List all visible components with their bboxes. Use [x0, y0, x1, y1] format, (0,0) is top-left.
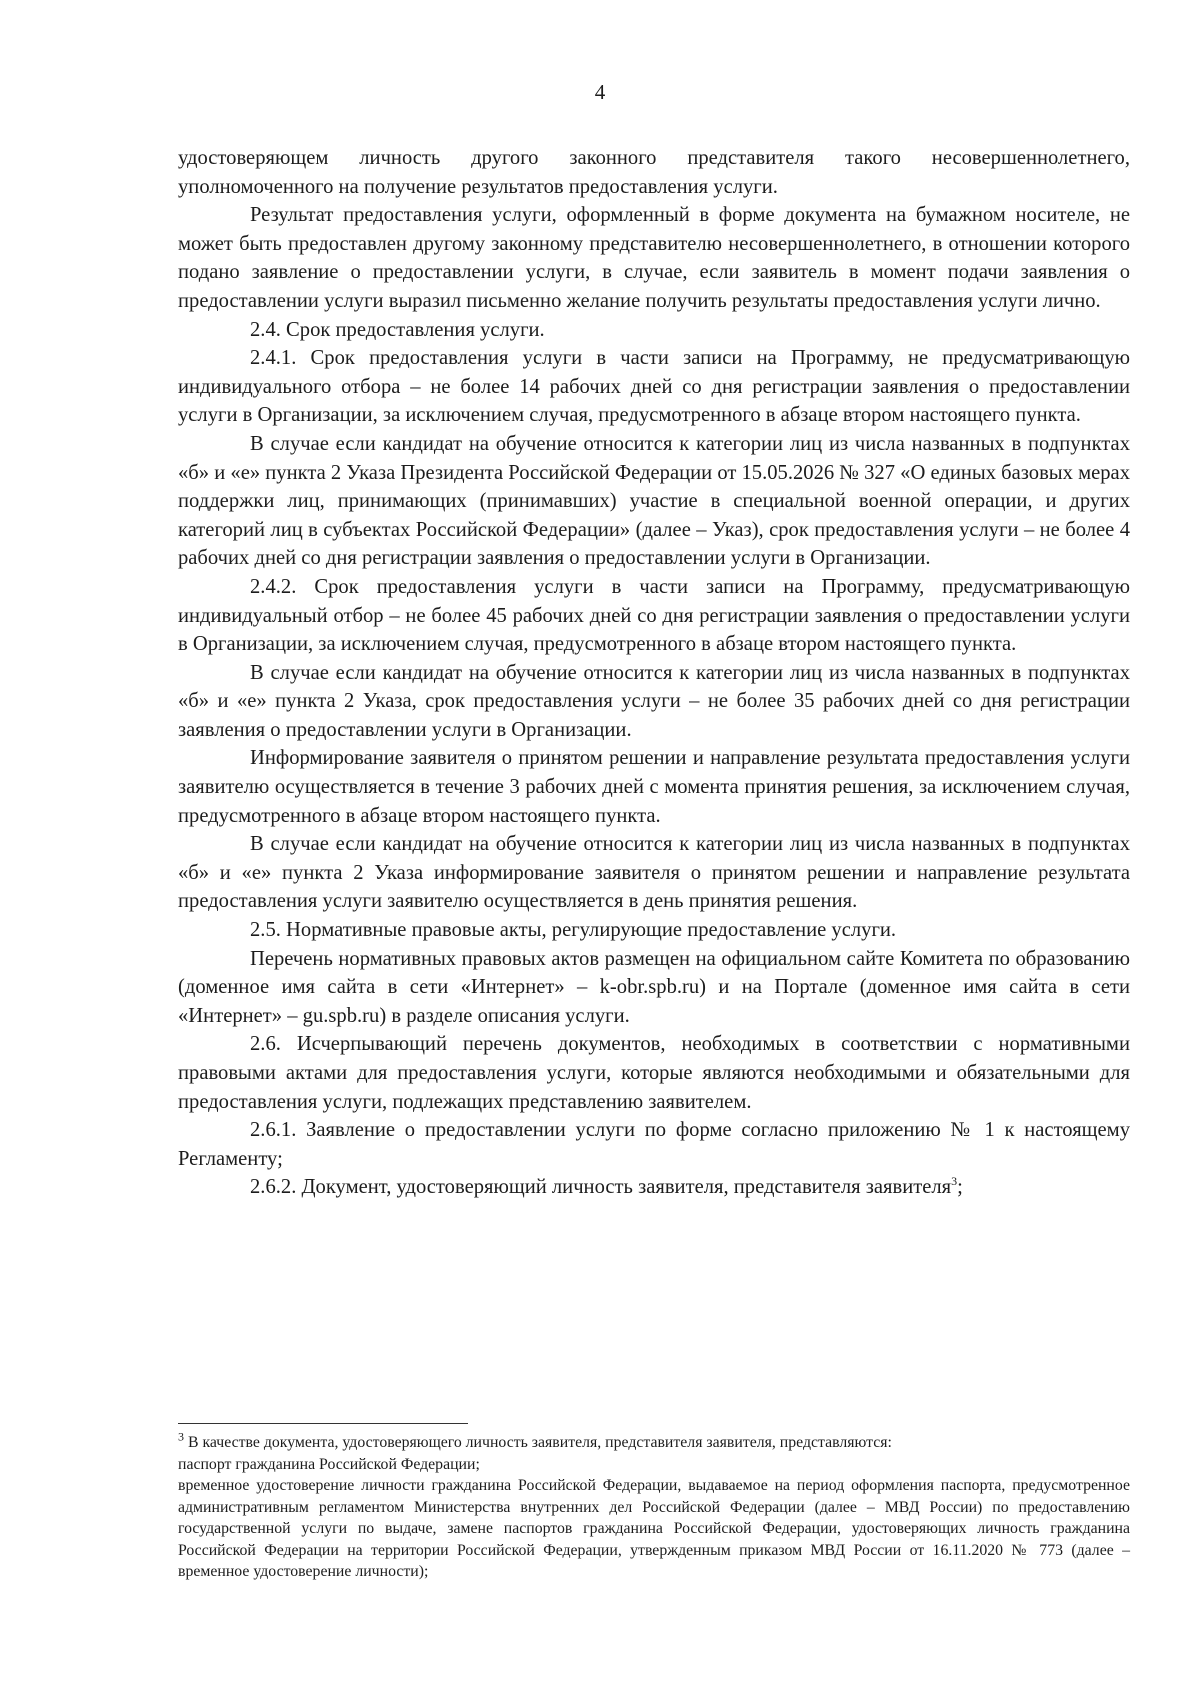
- section-heading-2-4: 2.4. Срок предоставления услуги.: [250, 318, 545, 341]
- footnote-line: паспорт гражданина Российской Федерации;: [178, 1455, 480, 1473]
- paragraph-2-6-2: [178, 1173, 1130, 1202]
- paragraph-2-4-1-exception: В случае если кандидат на обучение относится к категории лиц из числа названных в подпунктах «б» и «е» пункта 2 Указа Президента Российской Федерации от 15.05.2026 № 327 «О единых базовых мерах поддержки лиц, принимающих (принимавших) участие в специальной военной операции, и других категорий лиц в субъектах Российской Федерации» (далее – Указ), срок предоставления услуги – не более 4 рабочих дней со дня регистрации заявления о предоставлении услуги в Организации.: [178, 432, 1130, 570]
- footnote-separator: [178, 1423, 468, 1424]
- footnote-line: временное удостоверение личности гражданина Российской Федерации, выдаваемое на период оформления паспорта, предусмотренное административным регламентом Министерства внутренних дел Российской Федерации (далее – МВД России) по предоставлению государственной услуги по выдаче, замене паспортов гражданина Российской Федерации, удостоверяющих личность гражданина Российской Федерации на территории Российской Федерации, утвержденным приказом МВД России от 16.11.2020 № 773 (далее – временное удостоверение личности);: [178, 1477, 1130, 1580]
- paragraph-informing: Информирование заявителя о принятом решении и направление результата предоставления услуги заявителю осуществляется в течение 3 рабочих дней с момента принятия решения, за исключением случая, предусмотренного в абзаце втором настоящего пункта.: [178, 747, 1130, 827]
- paragraph-informing-exception: В случае если кандидат на обучение относится к категории лиц из числа названных в подпунктах «б» и «е» пункта 2 Указа информирование заявителя о принятом решении и направление результата предоставления услуги заявителю осуществляется в день принятия решения.: [178, 833, 1130, 913]
- paragraph-2-6-1: 2.6.1. Заявление о предоставлении услуги по форме согласно приложению № 1 к настоящему Регламенту;: [178, 1119, 1130, 1170]
- paragraph-2-4-2: 2.4.2. Срок предоставления услуги в части записи на Программу, предусматривающую индивидуальный отбор – не более 45 рабочих дней со дня регистрации заявления о предоставлении услуги в Организации, за исключением случая, предусмотренного в абзаце втором настоящего пункта.: [178, 575, 1130, 656]
- section-heading-2-5: 2.5. Нормативные правовые акты, регулирующие предоставление услуги.: [250, 919, 897, 942]
- document-body: [178, 144, 1130, 1202]
- page-number: 4: [594, 80, 606, 104]
- footnote-marker: 3: [178, 1429, 184, 1444]
- footnote-line: [178, 1429, 1130, 1454]
- paragraph-2-4-1: 2.4.1. Срок предоставления услуги в части записи на Программу, не предусматривающую индивидуального отбора – не более 14 рабочих дней со дня регистрации заявления о предоставлении услуги в Организации, за исключением случая, предусмотренного в абзаце втором настоящего пункта.: [178, 347, 1130, 427]
- footnotes: [178, 1429, 1130, 1583]
- paragraph-2-6-2-text: 2.6.2. Документ, удостоверяющий личность заявителя, представителя заявителя: [250, 1176, 952, 1199]
- section-heading-2-6: 2.6. Исчерпывающий перечень документов, необходимых в соответствии с нормативными правовыми актами для предоставления услуги, которые являются необходимыми и обязательными для предоставления услуги, подлежащих представлению заявителем.: [178, 1033, 1130, 1113]
- paragraph-continuation: удостоверяющем личность другого законного представителя такого несовершеннолетнего, уполномоченного на получение результатов предоставления услуги.: [178, 147, 1130, 198]
- paragraph-result-paper-form: Результат предоставления услуги, оформленный в форме документа на бумажном носителе, не может быть предоставлен другому законному представителю несовершеннолетнего, в отношении которого подано заявление о предоставлении услуги, в случае, если заявитель в момент подачи заявления о предоставлении услуги выразил письменно желание получить результаты предоставления услуги лично.: [178, 204, 1130, 312]
- footnote-text: В качестве документа, удостоверяющего личность заявителя, представителя заявителя, представляются:: [187, 1434, 892, 1451]
- footnote-reference: 3: [951, 1174, 958, 1189]
- paragraph-legal-acts-list: Перечень нормативных правовых актов размещен на официальном сайте Комитета по образованию (доменное имя сайта в сети «Интернет» – k-obr.spb.ru) и на Портале (доменное имя сайта в сети «Интернет» – gu.spb.ru) в разделе описания услуги.: [178, 947, 1130, 1027]
- paragraph-2-6-2-tail: ;: [957, 1176, 963, 1199]
- paragraph-2-4-2-exception: В случае если кандидат на обучение относится к категории лиц из числа названных в подпунктах «б» и «е» пункта 2 Указа, срок предоставления услуги – не более 35 рабочих дней со дня регистрации заявления о предоставлении услуги в Организации.: [178, 661, 1130, 741]
